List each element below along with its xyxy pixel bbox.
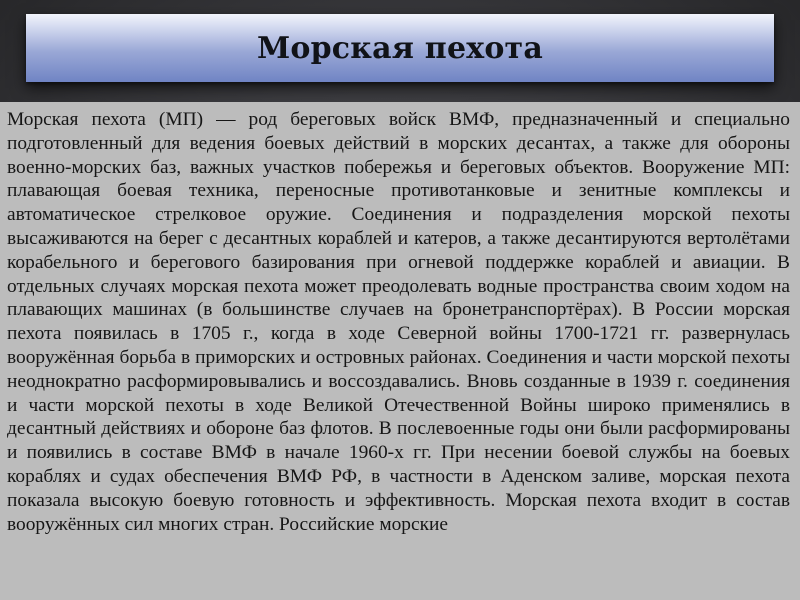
text-panel	[0, 102, 800, 600]
slide-title: Морская пехота	[257, 30, 543, 66]
title-banner	[26, 14, 774, 82]
body-text: Морская пехота (МП) — род береговых войск ВМФ, предназначенный и специально подготовленный для ведения боевых действий в морских десантах, а также для обороны военно-морских баз, важных участков побережья и береговых объектов. Вооружение МП: плавающая боевая техника, переносные противотанковые и зенитные комплексы и автоматическое стрелковое оружие. Соединения и подразделения морской пехоты высаживаются на берег с десантных кораблей и катеров, а также десантируются вертолётами корабельного и берегового базирования при огневой поддержке кораблей и авиации. В отдельных случаях морская пехота может преодолевать водные пространства своим ходом на плавающих машинах (в большинстве случаев на бронетранспортёрах). В России морская пехота появилась в 1705 г., когда в ходе Северной войны 1700-1721 гг. развернулась вооружённая борьба в приморских и островных районах. Соединения и части морской пехоты неоднократно расформировывались и воссоздавались. Вновь созданные в 1939 г. соединения и части морской пехоты в ходе Великой Отечественной Войны широко применялись в десантный действиях и обороне баз флотов. В послевоенные годы они были расформированы и появились в составе ВМФ в начале 1960-х гг. При несении боевой службы на боевых кораблях и судах обеспечения ВМФ РФ, в частности в Аденском заливе, морская пехота показала высокую боевую готовность и эффективность. Морская пехота входит в состав вооружённых сил многих стран. Российские морские	[7, 109, 790, 535]
